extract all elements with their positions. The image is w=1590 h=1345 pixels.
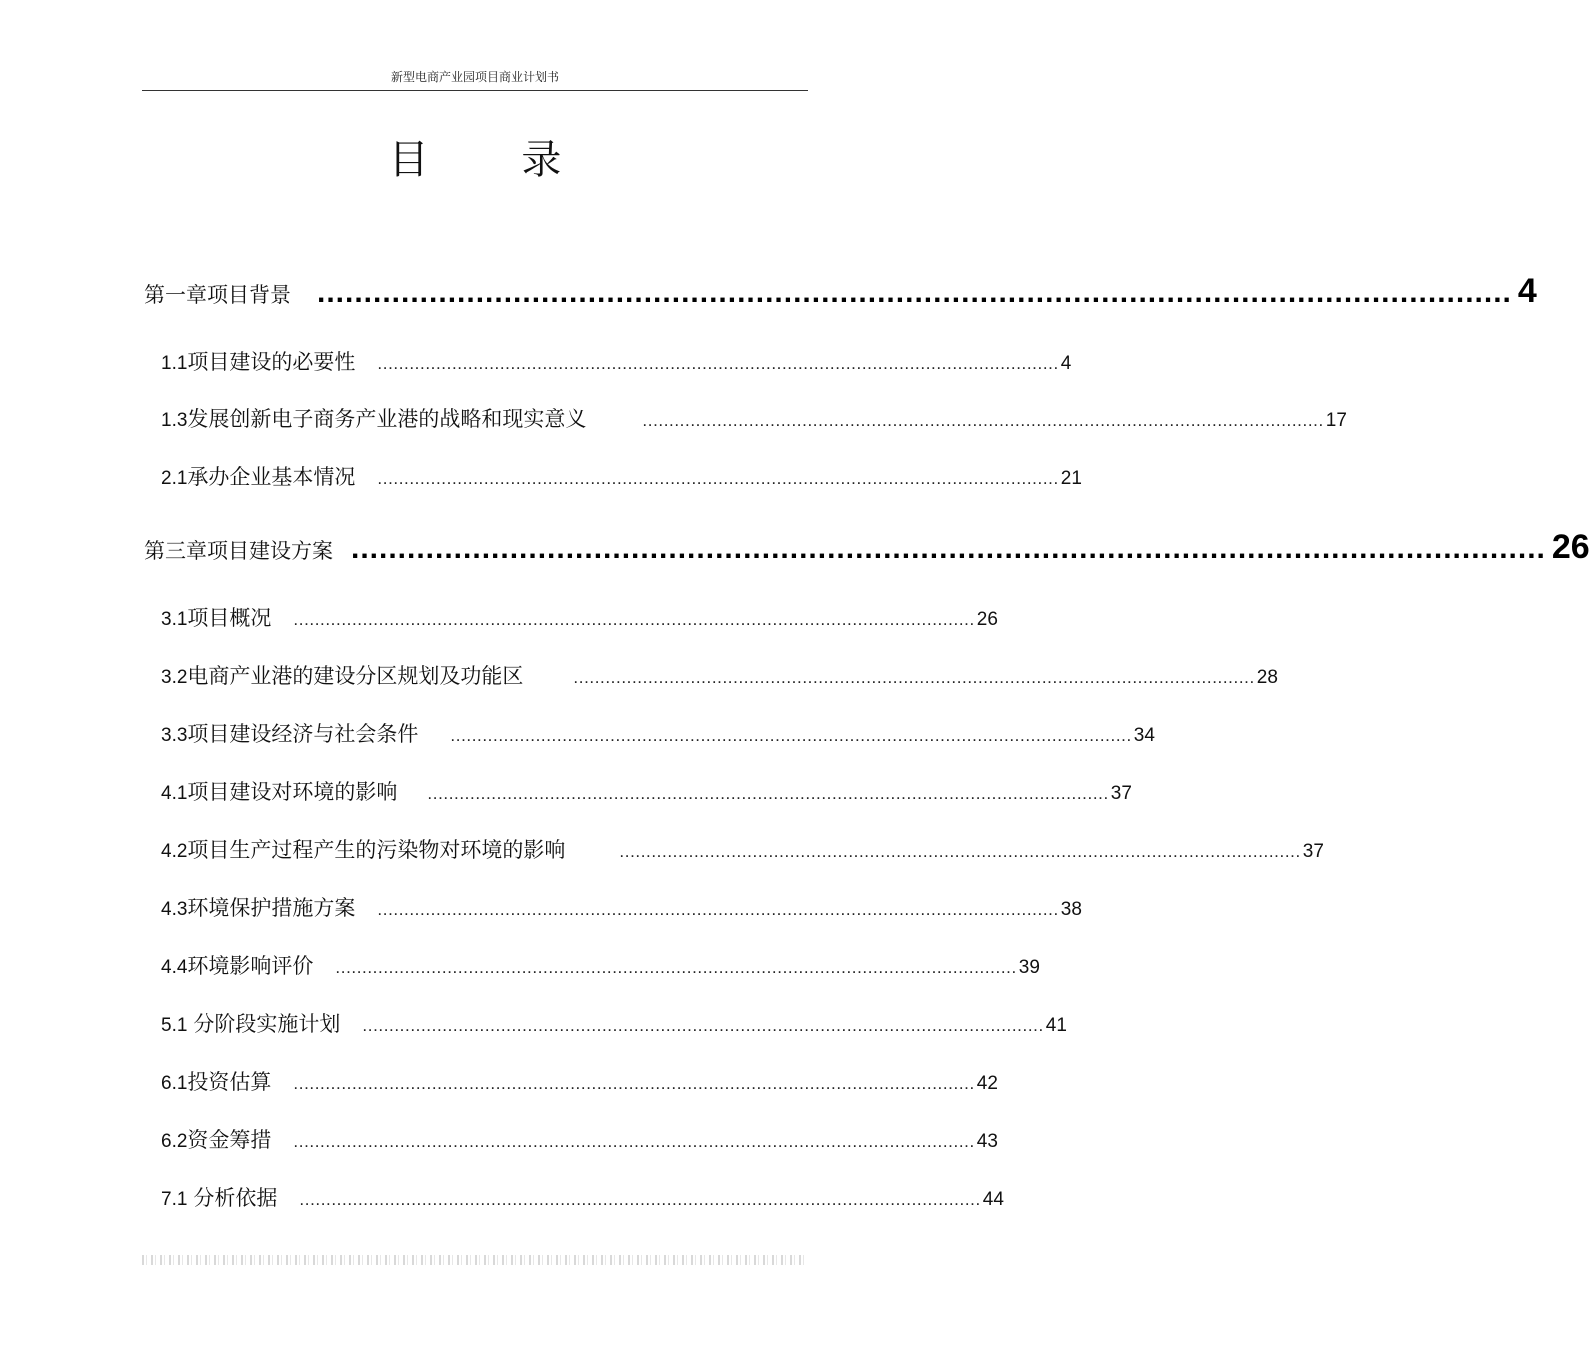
toc-section-4-3[interactable] [161, 892, 1082, 922]
section-title: 项目建设的必要性 [187, 350, 356, 374]
page-header: 新型电商产业园项目商业计划书 [142, 68, 808, 91]
leader-dots: ................................................................................................................................ [317, 276, 1512, 309]
page-number: 28 [1256, 667, 1278, 688]
toc-section-1-1[interactable] [161, 346, 1072, 376]
toc-section-1-3[interactable] [161, 403, 1347, 433]
section-title: 投资估算 [187, 1070, 272, 1094]
page-number: 37 [1110, 783, 1132, 804]
page-number: 17 [1325, 410, 1347, 431]
page-number: 44 [982, 1189, 1004, 1210]
page-number: 42 [976, 1073, 998, 1094]
leader-dots: ................................................................................................................................ [377, 900, 1059, 919]
section-number: 1.3 [161, 410, 188, 431]
section-title: 项目建设经济与社会条件 [187, 722, 419, 746]
chapter-title: 项目建设方案 [207, 539, 333, 563]
section-title: 资金筹措 [187, 1128, 272, 1152]
page-number: 4 [1517, 272, 1537, 310]
leader-dots: ................................................................................................................................ [427, 784, 1109, 803]
section-number: 5.1 [161, 1015, 188, 1036]
toc-section-2-1[interactable] [161, 461, 1082, 491]
toc-section-4-1[interactable] [161, 776, 1132, 806]
leader-dots: ................................................................................................................................ [573, 668, 1255, 687]
section-title: 环境保护措施方案 [187, 896, 356, 920]
page-number: 4 [1060, 353, 1072, 374]
section-number: 4.1 [161, 783, 188, 804]
leader-dots: ................................................................................................................................ [642, 411, 1324, 430]
leader-dots: ................................................................................................................................ [299, 1190, 981, 1209]
toc-section-7-1[interactable] [161, 1182, 1004, 1212]
toc-section-3-2[interactable] [161, 660, 1278, 690]
section-number: 3.3 [161, 725, 188, 746]
toc-section-4-4[interactable] [161, 950, 1040, 980]
toc-section-5-1[interactable] [161, 1008, 1067, 1038]
section-number: 4.3 [161, 899, 188, 920]
section-number: 2.1 [161, 468, 188, 489]
toc-chapter-1[interactable] [144, 272, 1537, 311]
page-number: 39 [1018, 957, 1040, 978]
section-title: 项目生产过程产生的污染物对环境的影响 [187, 838, 566, 862]
section-number: 6.1 [161, 1073, 188, 1094]
page-number: 41 [1045, 1015, 1067, 1036]
page-number: 26 [1551, 528, 1590, 566]
leader-dots: ................................................................................................................................ [293, 1074, 975, 1093]
page-number: 34 [1133, 725, 1155, 746]
section-title: 发展创新电子商务产业港的战略和现实意义 [187, 407, 587, 431]
section-title: 分阶段实施计划 [193, 1012, 341, 1036]
page-number: 43 [976, 1131, 998, 1152]
toc-section-3-3[interactable] [161, 718, 1155, 748]
chapter-number: 第一章 [144, 283, 207, 307]
page-number: 21 [1060, 468, 1082, 489]
section-number: 7.1 [161, 1189, 188, 1210]
page-number: 37 [1302, 841, 1324, 862]
chapter-title: 项目背景 [207, 283, 291, 307]
section-number: 4.2 [161, 841, 188, 862]
leader-dots: ................................................................................................................................ [293, 610, 975, 629]
toc-section-6-2[interactable] [161, 1124, 998, 1154]
section-title: 项目概况 [187, 606, 272, 630]
leader-dots: ................................................................................................................................ [377, 354, 1059, 373]
leader-dots: ................................................................................................................................ [335, 958, 1017, 977]
footer-watermark-noise [142, 1255, 808, 1265]
section-number: 6.2 [161, 1131, 188, 1152]
section-number: 3.1 [161, 609, 188, 630]
section-title: 电商产业港的建设分区规划及功能区 [187, 664, 524, 688]
leader-dots: ................................................................................................................................ [450, 726, 1132, 745]
section-number: 1.1 [161, 353, 188, 374]
toc-section-6-1[interactable] [161, 1066, 998, 1096]
section-title: 项目建设对环境的影响 [187, 780, 398, 804]
leader-dots: ................................................................................................................................ [351, 532, 1546, 565]
chapter-number: 第三章 [144, 539, 207, 563]
leader-dots: ................................................................................................................................ [619, 842, 1301, 861]
toc-section-3-1[interactable] [161, 602, 998, 632]
leader-dots: ................................................................................................................................ [377, 469, 1059, 488]
toc-chapter-3[interactable] [144, 528, 1590, 567]
section-title: 分析依据 [193, 1186, 278, 1210]
page-number: 26 [976, 609, 998, 630]
toc-section-4-2[interactable] [161, 834, 1324, 864]
leader-dots: ................................................................................................................................ [293, 1132, 975, 1151]
section-title: 承办企业基本情况 [187, 465, 356, 489]
section-title: 环境影响评价 [187, 954, 314, 978]
page-number: 38 [1060, 899, 1082, 920]
toc-title: 目 录 [388, 137, 602, 183]
leader-dots: ................................................................................................................................ [362, 1016, 1044, 1035]
section-number: 4.4 [161, 957, 188, 978]
section-number: 3.2 [161, 667, 188, 688]
